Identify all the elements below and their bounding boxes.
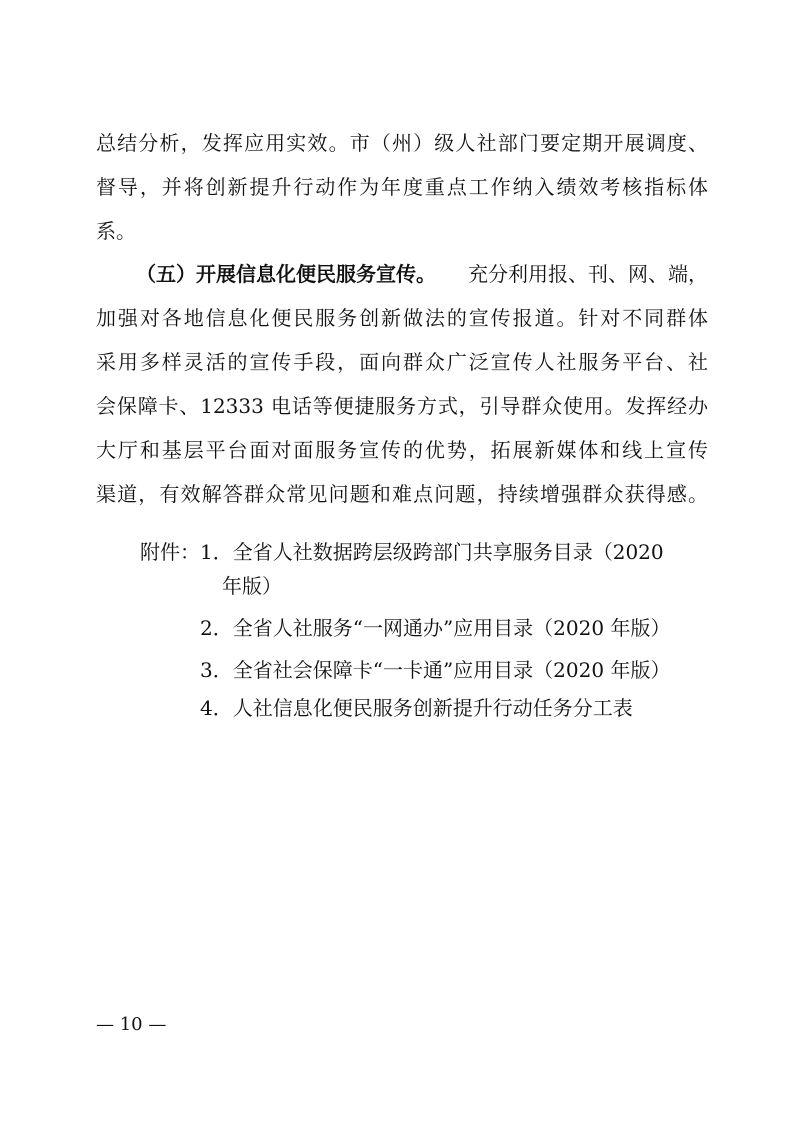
body-text-line: 大厅和基层平台面对面服务宣传的优势，拓展新媒体和线上宣传: [96, 438, 708, 462]
attachment-label: 附件：: [140, 540, 200, 564]
attachment-item: [140, 536, 708, 568]
body-text-line: 督导，并将创新提升行动作为年度重点工作纳入绩效考核指标体: [96, 175, 708, 199]
attachment-title: 人社信息化便民服务创新提升行动任务分工表: [232, 696, 633, 720]
attachment-title: 全省人社服务“一网通办”应用目录（2020 年版）: [232, 616, 671, 640]
page-number: — 10 —: [96, 1014, 167, 1035]
attachment-number: 2．: [200, 616, 233, 640]
attachment-title: 全省社会保障卡“一卡通”应用目录（2020 年版）: [232, 658, 671, 682]
attachment-number: 1．: [200, 540, 233, 564]
body-text-line: 加强对各地信息化便民服务创新做法的宣传报道。针对不同群体: [96, 306, 708, 330]
section-heading: （五）开展信息化便民服务宣传。: [136, 262, 436, 286]
body-text-line: 系。: [96, 219, 136, 243]
attachment-item: [200, 612, 708, 644]
attachment-number: 4．: [200, 696, 233, 720]
body-text-line: 采用多样灵活的宣传手段，面向群众广泛宣传人社服务平台、社: [96, 350, 708, 374]
attachment-item: [200, 654, 708, 686]
body-text-line: 总结分析，发挥应用实效。市（州）级人社部门要定期开展调度、: [96, 131, 708, 155]
section-heading-line: [136, 258, 708, 290]
attachment-item: [200, 692, 708, 724]
body-text: 充分利用报、刊、网、端，: [468, 262, 708, 286]
body-text-line: 会保障卡、12333 电话等便捷服务方式，引导群众使用。发挥经办: [96, 394, 708, 418]
body-text-line: 渠道，有效解答群众常见问题和难点问题，持续增强群众获得感。: [96, 482, 708, 506]
attachment-title-continued: 年版）: [222, 574, 282, 598]
attachment-number: 3．: [200, 658, 233, 682]
attachment-title: 全省人社数据跨层级跨部门共享服务目录（2020: [232, 540, 664, 564]
